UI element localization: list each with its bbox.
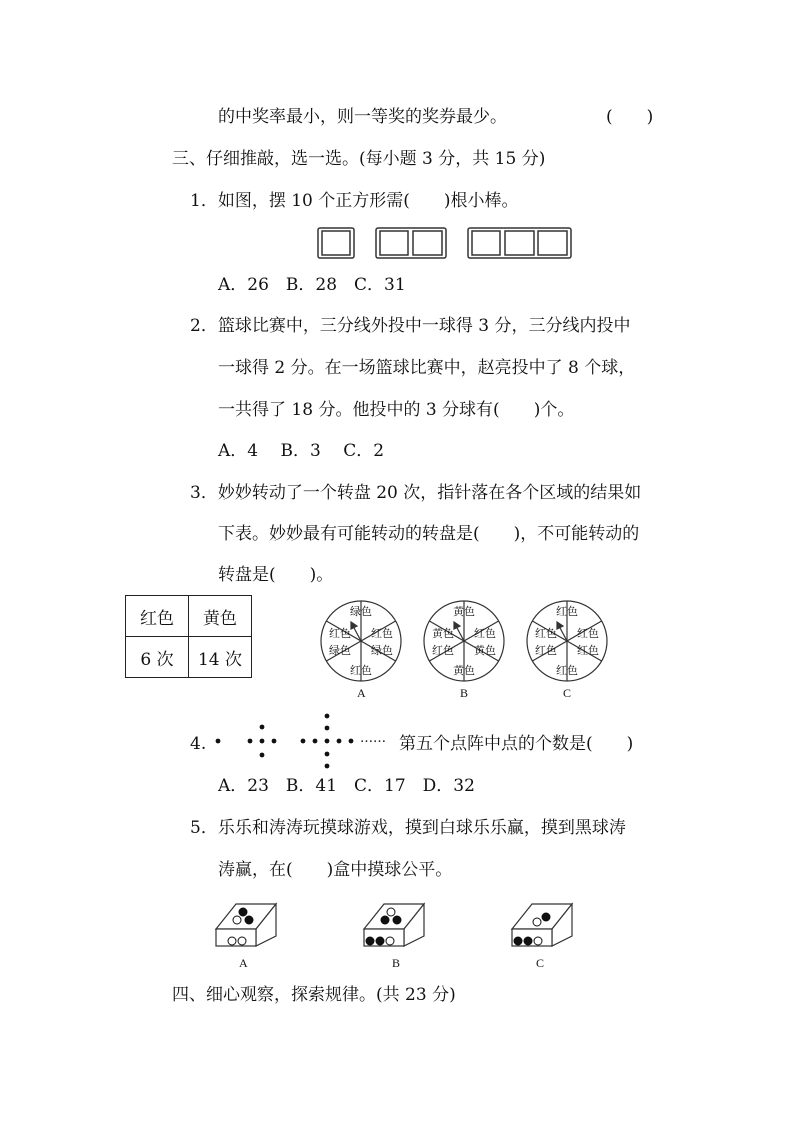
table-header-red: 红色	[126, 596, 189, 637]
table-value-red: 6 次	[126, 637, 189, 678]
table-header-yellow: 黄色	[189, 596, 252, 637]
spinner-c-label: C	[563, 686, 572, 700]
q4-text: 第五个点阵中点的个数是( )	[399, 734, 634, 754]
spinner-b-sector-3: 黄色	[474, 644, 496, 657]
spinner-c-sector-6: 红色	[535, 627, 557, 640]
answer-paren: ( )	[606, 107, 654, 127]
spinner-c-sector-4: 红色	[556, 664, 578, 677]
spinner-a-sector-5: 绿色	[329, 644, 351, 657]
table-value-yellow: 14 次	[189, 637, 252, 678]
q2-line-2: 一球得 2 分。在一场篮球比赛中，赵亮投中了 8 个球，	[218, 358, 636, 378]
spinner-a-sector-2: 红色	[371, 627, 393, 640]
q3-line-1: 3．妙妙转动了一个转盘 20 次，指针落在各个区域的结果如	[190, 483, 642, 503]
prev-question-tail: 的中奖率最小，则一等奖的奖券最少。	[218, 107, 507, 127]
box-a-label: A	[239, 956, 248, 970]
spinner-a-sector-4: 红色	[350, 664, 372, 677]
box-b-label: B	[392, 956, 401, 970]
q3-line-3: 转盘是( )。	[218, 565, 334, 585]
q2-options: A．4 B．3 C．2	[218, 441, 385, 461]
q1-options: A．26 B．28 C．31	[218, 275, 406, 295]
spinner-b-sector-6: 黄色	[432, 627, 454, 640]
spinner-c-sector-2: 红色	[577, 627, 599, 640]
spinner-a-sector-1: 绿色	[350, 605, 372, 618]
box-c-label: C	[536, 956, 545, 970]
spinner-c-sector-1: 红色	[556, 605, 578, 618]
spinner-b-sector-1: 黄色	[453, 605, 475, 618]
q3-line-2: 下表。妙妙最有可能转动的转盘是( )，不可能转动的	[218, 524, 640, 544]
q1-text: 1．如图，摆 10 个正方形需( )根小棒。	[190, 191, 519, 211]
q5-line-2: 涛赢，在( )盒中摸球公平。	[218, 860, 453, 880]
q4-number: 4.	[190, 734, 207, 754]
spinner-a-sector-3: 绿色	[371, 644, 393, 657]
spinner-b-sector-4: 黄色	[453, 664, 475, 677]
q4-options: A．23 B．41 C．17 D．32	[218, 776, 475, 796]
spinner-c-sector-3: 红色	[577, 644, 599, 657]
spinner-a-label: A	[357, 686, 366, 700]
q4-ellipsis: ……	[360, 731, 386, 746]
q5-line-1: 5．乐乐和涛涛玩摸球游戏，摸到白球乐乐赢，摸到黑球涛	[190, 818, 626, 838]
spinner-b-label: B	[460, 686, 469, 700]
section-3-title: 三、仔细推敲，选一选。(每小题 3 分，共 15 分)	[172, 149, 546, 169]
spinner-b-sector-5: 红色	[432, 644, 454, 657]
spinner-c-sector-5: 红色	[535, 644, 557, 657]
section-4-title: 四、细心观察，探索规律。(共 23 分)	[172, 985, 456, 1005]
q2-line-3: 一共得了 18 分。他投中的 3 分球有( )个。	[218, 400, 575, 420]
q2-line-1: 2．篮球比赛中，三分线外投中一球得 3 分，三分线内投中	[190, 316, 631, 336]
spinner-a-sector-6: 红色	[329, 627, 351, 640]
spinner-b-sector-2: 红色	[474, 627, 496, 640]
